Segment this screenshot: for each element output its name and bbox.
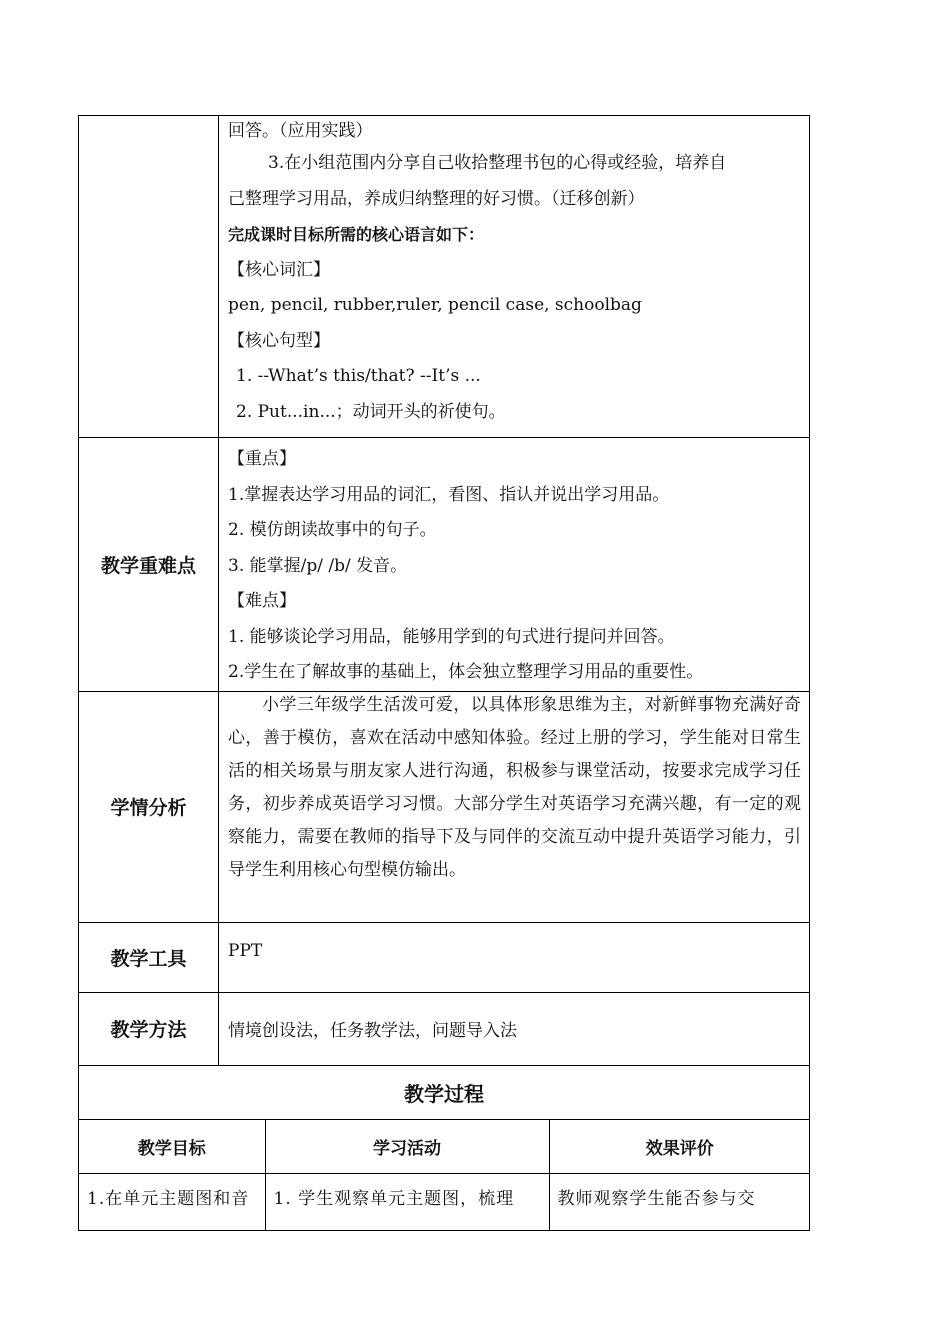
process-header-row [79, 1120, 810, 1174]
methods-label: 教学方法 [79, 992, 219, 1065]
core-language-heading: 完成课时目标所需的核心语言如下： [228, 225, 485, 244]
header-evaluation: 效果评价 [549, 1120, 810, 1174]
methods-value: 情境创设法，任务教学法，问题导入法 [228, 1021, 517, 1041]
process-title: 教学过程 [79, 1065, 810, 1119]
analysis-row [79, 691, 810, 922]
core-vocab-heading: 【核心词汇】 [228, 259, 330, 280]
header-activity: 学习活动 [265, 1120, 549, 1174]
core-sentence-2: 2. Put...in...；动词开头的祈使句。 [236, 401, 506, 422]
key-points-row [79, 438, 810, 692]
analysis-text: 小学三年级学生活泼可爱，以具体形象思维为主，对新鲜事物充满好奇心，善于模仿，喜欢在活动中感知体验。经过上册的学习，学生能对日常生活的相关场景与朋友家人进行沟通，积极参与课堂活动，按要求完成学习任务，初步养成英语学习习惯。大部分学生对英语学习充满兴趣，有一定的观察能力，需要在教师的指导下及与同伴的交流互动中提升英语学习能力，引导学生利用核心句型模仿输出。 [228, 694, 801, 880]
tools-label: 教学工具 [79, 922, 219, 992]
key-points-line: 1. 能够谈论学习用品，能够用学到的句式进行提问并回答。 [228, 626, 675, 647]
key-points-line: 1.掌握表达学习用品的词汇，看图、指认并说出学习用品。 [228, 484, 670, 505]
process-evaluation-cell: 教师观察学生能否参与交 [557, 1189, 756, 1209]
analysis-label: 学情分析 [79, 691, 219, 922]
process-goal-cell: 1.在单元主题图和音 [79, 1174, 265, 1230]
process-row [79, 1174, 810, 1230]
goals-line: 回答。（应用实践） [228, 121, 373, 141]
methods-row [79, 992, 810, 1065]
goals-row [79, 116, 810, 438]
goals-label-cell [79, 116, 219, 438]
core-sentence-1: 1. --What’s this/that? --It’s ... [236, 366, 481, 386]
tools-content [219, 922, 810, 992]
process-table [79, 1120, 810, 1230]
analysis-content [219, 691, 810, 922]
process-activity-cell: 1. 学生观察单元主题图，梳理 [265, 1174, 549, 1230]
key-points-line: 【重点】 [228, 449, 296, 469]
key-points-line: 【难点】 [228, 591, 296, 611]
goals-line: 己整理学习用品，养成归纳整理的好习惯。（迁移创新） [228, 188, 645, 209]
process-subtable-row [79, 1119, 810, 1230]
key-points-line: 3. 能掌握/p/ /b/ 发音。 [228, 555, 408, 576]
tools-row [79, 922, 810, 992]
core-vocab-list: pen, pencil, rubber,ruler, pencil case, schoolbag [228, 295, 642, 315]
header-goal: 教学目标 [79, 1120, 265, 1174]
key-points-line: 2. 模仿朗读故事中的句子。 [228, 520, 437, 540]
tools-value: PPT [228, 940, 263, 961]
goals-content-cell [219, 116, 810, 438]
key-points-label: 教学重难点 [79, 438, 219, 692]
goals-line: 3.在小组范围内分享自己收拾整理书包的心得或经验，培养自 [268, 153, 727, 173]
key-points-content [219, 438, 810, 692]
methods-content [219, 992, 810, 1065]
core-sentence-heading: 【核心句型】 [228, 330, 330, 351]
process-title-row [79, 1065, 810, 1119]
process-subtable-cell [79, 1119, 810, 1230]
key-points-line: 2.学生在了解故事的基础上，体会独立整理学习用品的重要性。 [228, 662, 704, 682]
lesson-plan-table [78, 115, 810, 1231]
